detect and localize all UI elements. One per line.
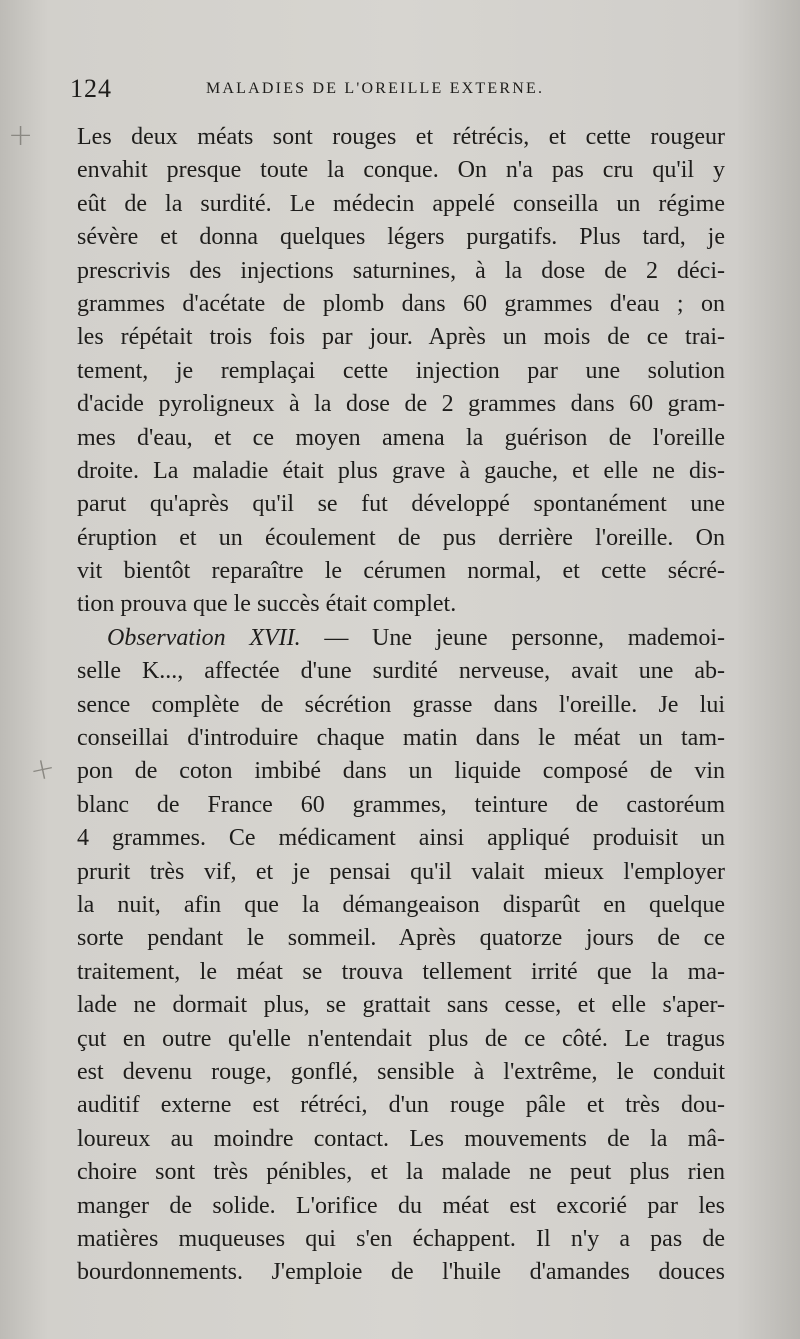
page-header xyxy=(70,74,730,106)
text-line: bourdonnements. J'emploie de l'huile d'amandes douces xyxy=(77,1259,725,1286)
text-line: pon de coton imbibé dans un liquide composé de vin xyxy=(77,758,725,785)
text-line: eût de la surdité. Le médecin appelé conseilla un régime xyxy=(77,190,725,217)
running-head: MALADIES DE L'OREILLE EXTERNE. xyxy=(206,80,545,97)
text-line: loureux au moindre contact. Les mouvements de la mâ- xyxy=(77,1125,725,1152)
margin-cross-mark: + xyxy=(26,749,59,790)
text-line: grammes d'acétate de plomb dans 60 grammes d'eau ; on xyxy=(77,290,725,317)
text-line: blanc de France 60 grammes, teinture de castoréum xyxy=(77,791,725,818)
text-line: les répétait trois fois par jour. Après un mois de ce trai- xyxy=(77,324,725,351)
text-line: tement, je remplaçai cette injection par une solution xyxy=(77,357,725,384)
text-line: parut qu'après qu'il se fut développé spontanément une xyxy=(77,491,725,518)
text-line: conseillai d'introduire chaque matin dans le méat un tam- xyxy=(77,725,725,752)
text-line: droite. La maladie était plus grave à gauche, et elle ne dis- xyxy=(77,457,725,484)
text-line: sévère et donna quelques légers purgatifs. Plus tard, je xyxy=(77,224,725,251)
text-line: est devenu rouge, gonflé, sensible à l'extrême, le conduit xyxy=(77,1058,725,1085)
observation-first-line-text: — Une jeune personne, mademoi- xyxy=(300,624,725,651)
text-line: traitement, le méat se trouva tellement irrité que la ma- xyxy=(77,958,725,985)
text-line: sence complète de sécrétion grasse dans l'oreille. Je lui xyxy=(77,691,725,718)
text-line: choire sont très pénibles, et la malade ne peut plus rien xyxy=(77,1159,725,1186)
text-line: tion prouva que le succès était complet. xyxy=(77,591,457,618)
text-line: la nuit, afin que la démangeaison disparût en quelque xyxy=(77,891,725,918)
observation-title: Observation XVII. xyxy=(107,624,301,651)
text-line: auditif externe est rétréci, d'un rouge pâle et très dou- xyxy=(77,1092,725,1119)
text-line: 4 grammes. Ce médicament ainsi appliqué produisit un xyxy=(77,825,725,852)
observation-heading-line xyxy=(77,622,725,655)
text-line: sorte pendant le sommeil. Après quatorze jours de ce xyxy=(77,925,725,952)
text-line: Les deux méats sont rouges et rétrécis, et cette rougeur xyxy=(77,124,725,150)
page-number: 124 xyxy=(70,74,112,103)
text-line: selle K..., affectée d'une surdité nerveuse, avait une ab- xyxy=(77,658,725,685)
text-line: éruption et un écoulement de pus derrière l'oreille. On xyxy=(77,524,725,551)
text-line: matières muqueuses qui s'en échappent. Il n'y a pas de xyxy=(77,1225,725,1252)
text-line: vit bientôt reparaître le cérumen normal, et cette sécré- xyxy=(77,558,725,585)
text-line: çut en outre qu'elle n'entendait plus de ce côté. Le tragus xyxy=(77,1025,725,1052)
text-line: prescrivis des injections saturnines, à la dose de 2 déci- xyxy=(77,257,725,284)
text-line: d'acide pyroligneux à la dose de 2 grammes dans 60 gram- xyxy=(77,391,725,418)
text-line: prurit très vif, et je pensai qu'il valait mieux l'employer xyxy=(77,858,725,885)
text-line: envahit presque toute la conque. On n'a pas cru qu'il y xyxy=(77,157,725,184)
text-line: lade ne dormait plus, se grattait sans cesse, et elle s'aper- xyxy=(77,992,725,1019)
text-line: mes d'eau, et ce moyen amena la guérison de l'oreille xyxy=(77,424,725,451)
text-line: manger de solide. L'orifice du méat est excorié par les xyxy=(77,1192,725,1219)
margin-cross-mark: + xyxy=(8,118,34,153)
body-text xyxy=(77,121,725,1290)
